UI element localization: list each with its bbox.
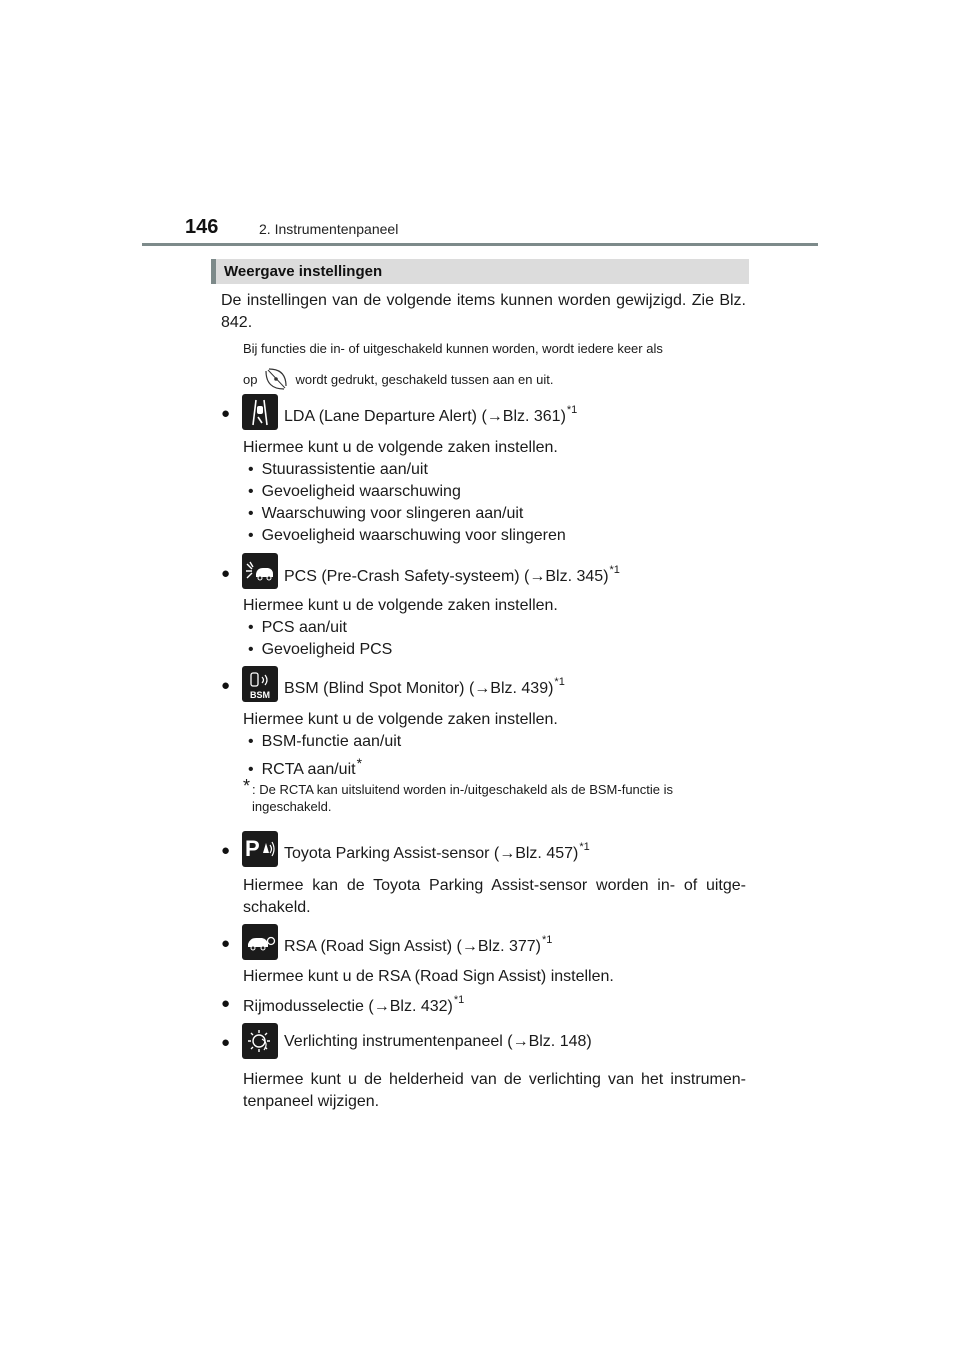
- header-rule: [142, 243, 818, 246]
- list-item: • BSM-functie aan/uit: [248, 733, 402, 750]
- item-title-lda: LDA (Lane Departure Alert) (→Blz. 361)$^{*1}$: [284, 404, 578, 425]
- page-number: 146: [185, 216, 219, 238]
- enter-switch-icon: [263, 366, 289, 392]
- brightness-icon: [242, 1023, 278, 1059]
- note-text-before: op: [243, 372, 258, 387]
- item-desc-illumination: Hiermee kunt u de helderheid van de verlichting van het instrumen-tenpaneel wijzigen.: [243, 1071, 746, 1110]
- item-title-illumination: Verlichting instrumentenpaneel (→Blz. 148): [284, 1033, 592, 1050]
- item-title-pcs: PCS (Pre-Crash Safety-systeem) (→Blz. 345)$^{*1}$: [284, 564, 620, 585]
- list-item: • Stuurassistentie aan/uit: [248, 461, 428, 478]
- item-desc-rsa: Hiermee kunt u de RSA (Road Sign Assist) instellen.: [243, 968, 614, 985]
- item-title-drive-mode: Rijmodusselectie (→Blz. 432)$^{*1}$: [243, 994, 465, 1015]
- note-text-after: wordt gedrukt, geschakeld tussen aan en uit.: [295, 372, 554, 387]
- parking-assist-icon: [242, 831, 278, 867]
- list-item: • Gevoeligheid waarschuwing: [248, 483, 461, 500]
- list-item: • Waarschuwing voor slingeren aan/uit: [248, 505, 524, 522]
- section-title: Weergave instellingen: [224, 263, 383, 280]
- section-heading-bar: [211, 259, 749, 284]
- item-desc-bsm: Hiermee kunt u de volgende zaken instellen.: [243, 711, 558, 728]
- item-bullet: ●: [221, 1034, 231, 1051]
- lda-icon: [242, 394, 278, 430]
- list-item: • Gevoeligheid PCS: [248, 641, 393, 658]
- chapter-title: 2. Instrumentenpaneel: [259, 221, 399, 237]
- item-desc-pcs: Hiermee kunt u de volgende zaken instellen.: [243, 597, 558, 614]
- item-desc-parking-assist: Hiermee kan de Toyota Parking Assist-sensor worden in- of uitge-schakeld.: [243, 877, 746, 916]
- note-line-1: Bij functies die in- of uitgeschakeld kunnen worden, wordt iedere keer als: [243, 341, 663, 356]
- item-bullet: ●: [221, 995, 231, 1012]
- item-desc-lda: Hiermee kunt u de volgende zaken instellen.: [243, 439, 558, 456]
- item-bullet: ●: [221, 677, 231, 694]
- parking-assist-icon-label: P: [245, 836, 260, 861]
- intro-paragraph: De instellingen van de volgende items kunnen worden gewijzigd. Zie Blz. 842.: [221, 292, 746, 331]
- item-bullet: ●: [221, 405, 231, 422]
- item-title-bsm: BSM (Blind Spot Monitor) (→Blz. 439)$^{*1}$: [284, 676, 565, 697]
- section-accent: [211, 259, 216, 284]
- item-title-parking-assist: Toyota Parking Assist-sensor (→Blz. 457)$^{*1}$: [284, 841, 590, 862]
- item-bullet: ●: [221, 565, 231, 582]
- pcs-icon: [242, 553, 278, 589]
- item-bullet: ●: [221, 842, 231, 859]
- item-title-rsa: RSA (Road Sign Assist) (→Blz. 377)$^{*1}$: [284, 934, 553, 955]
- list-item: • PCS aan/uit: [248, 619, 347, 636]
- bsm-icon-label: BSM: [250, 690, 270, 700]
- list-item: • Gevoeligheid waarschuwing voor slingeren: [248, 527, 566, 544]
- note-line-2: [243, 366, 746, 392]
- footnote-rcta: * : De RCTA kan uitsluitend worden in-/uitgeschakeld als de BSM-functie is ingeschakeld.: [243, 776, 674, 814]
- rsa-icon: [242, 924, 278, 960]
- bsm-icon: [242, 666, 278, 702]
- list-item: • RCTA aan/uit*: [248, 755, 363, 778]
- item-bullet: ●: [221, 935, 231, 952]
